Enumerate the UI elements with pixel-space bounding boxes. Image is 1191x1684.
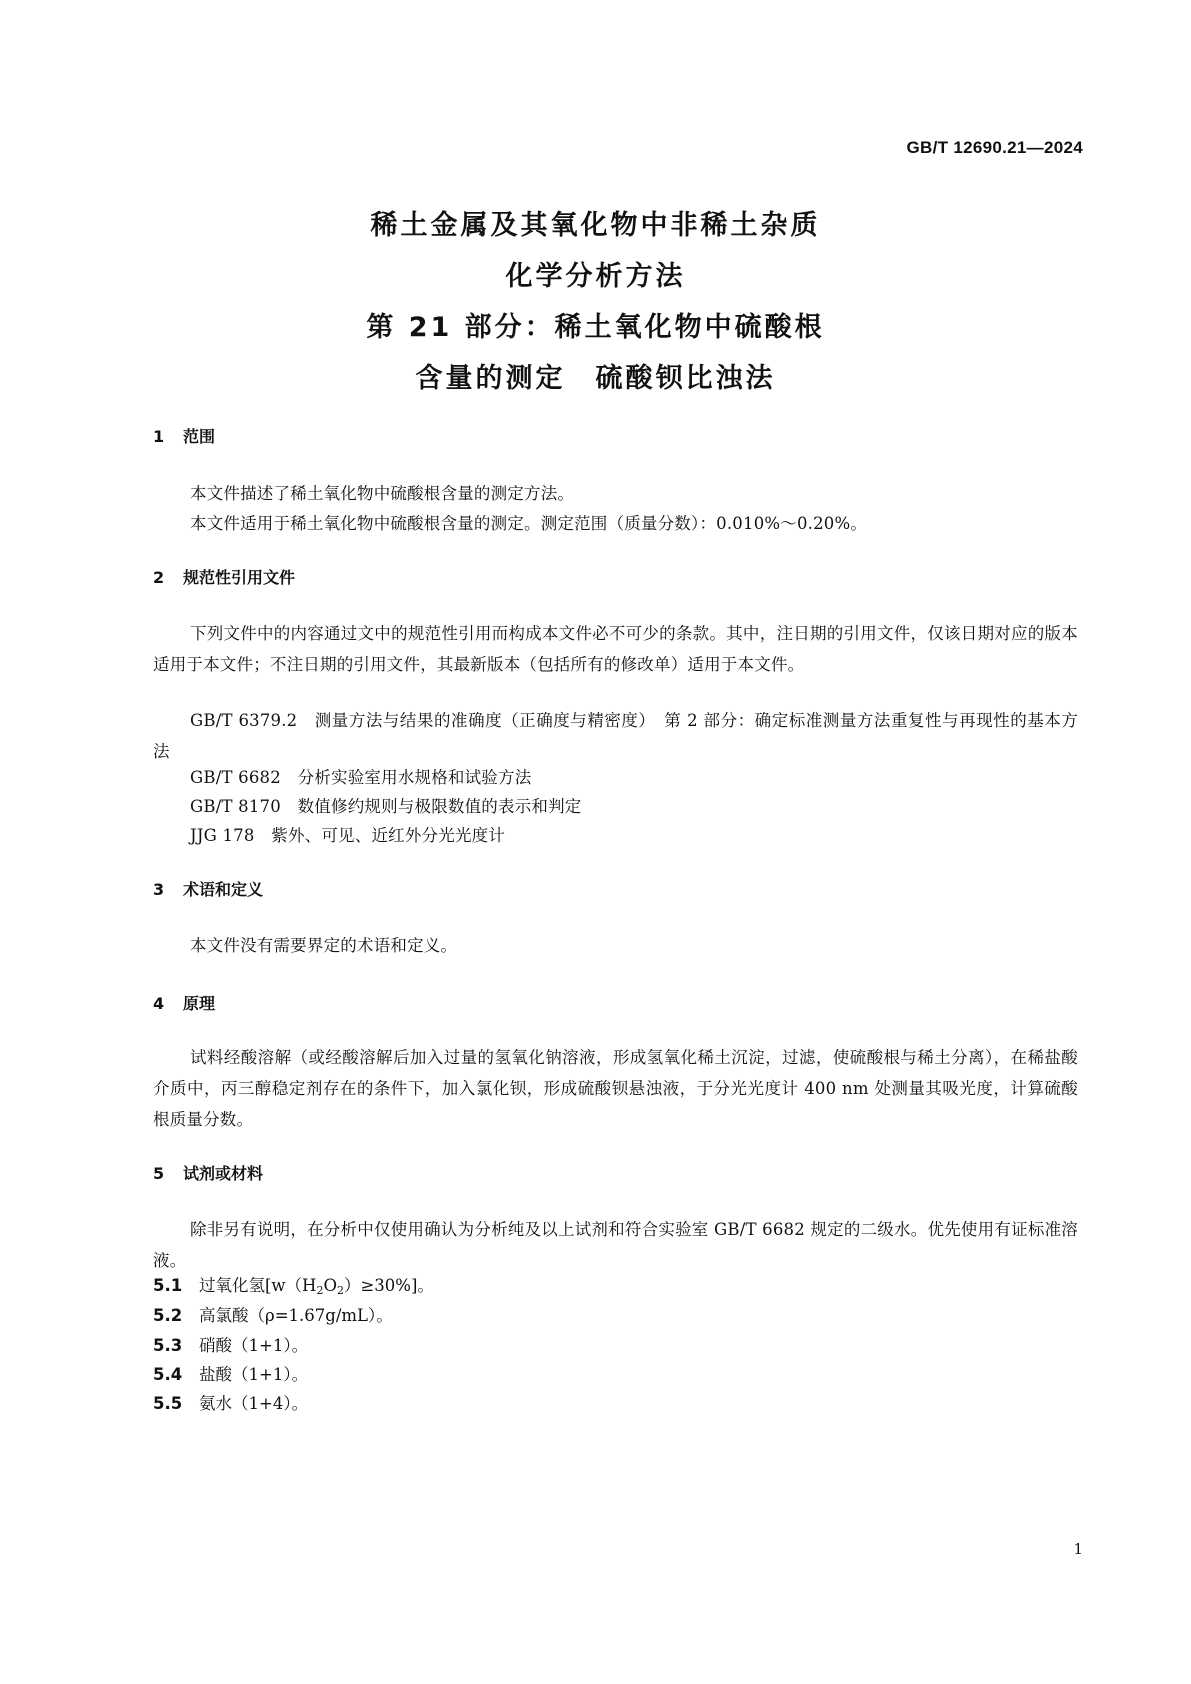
- reference-item: JJG 178 紫外、可见、近红外分光光度计: [190, 826, 506, 845]
- section-2-heading: [153, 565, 295, 588]
- item-number: 5.1: [153, 1276, 183, 1295]
- section-1-paragraph-1: 本文件描述了稀土氧化物中硫酸根含量的测定方法。: [190, 484, 575, 503]
- section-number: 5: [153, 1164, 165, 1183]
- page-number: 1: [1073, 1540, 1083, 1558]
- section-4-heading: [153, 991, 215, 1014]
- item-text: 高氯酸（ρ=1.67g/mL）。: [199, 1306, 393, 1325]
- reference-item: GB/T 6379.2 测量方法与结果的准确度（正确度与精密度） 第 2 部分：确定标准测量方法重复性与再现性的基本方法: [153, 711, 1078, 761]
- title-line-3: 第 21 部分：稀土氧化物中硫酸根: [366, 312, 825, 343]
- item-number: 5.2: [153, 1306, 183, 1325]
- section-title: 原理: [183, 994, 216, 1013]
- item-text: 盐酸（1+1）。: [199, 1365, 309, 1384]
- section-number: 3: [153, 880, 165, 899]
- section-4-paragraph-1: 试料经酸溶解（或经酸溶解后加入过量的氢氧化钠溶液，形成氢氧化稀土沉淀，过滤，使硫酸根与稀土分离），在稀盐酸介质中，丙三醇稳定剂存在的条件下，加入氯化钡，形成硫酸钡悬浊液，于分光光度计 400 nm 处测量其吸光度，计算硫酸根质量分数。: [153, 1048, 1078, 1129]
- reagent-item: [153, 1300, 393, 1331]
- section-3-heading: [153, 877, 263, 900]
- item-number: 5.4: [153, 1365, 183, 1384]
- title-line-1: 稀土金属及其氧化物中非稀土杂质: [370, 210, 821, 241]
- title-line-2: 化学分析方法: [505, 261, 686, 292]
- item-number: 5.5: [153, 1394, 183, 1413]
- item-number: 5.3: [153, 1336, 183, 1355]
- section-2-paragraph-1: 下列文件中的内容通过文中的规范性引用而构成本文件必不可少的条款。其中，注日期的引用文件，仅该日期对应的版本适用于本文件；不注日期的引用文件，其最新版本（包括所有的修改单）适用于本文件。: [153, 624, 1078, 674]
- section-title: 术语和定义: [183, 880, 264, 899]
- section-title: 范围: [183, 427, 216, 446]
- section-number: 1: [153, 427, 165, 446]
- reference-item: GB/T 8170 数值修约规则与极限数值的表示和判定: [190, 797, 582, 816]
- section-5-heading: [153, 1161, 263, 1184]
- section-title: 试剂或材料: [183, 1164, 264, 1183]
- section-1-heading: [153, 424, 215, 447]
- item-text: 硝酸（1+1）。: [199, 1336, 309, 1355]
- section-1-paragraph-2: 本文件适用于稀土氧化物中硫酸根含量的测定。测定范围（质量分数）：0.010%～0.20%。: [190, 514, 868, 533]
- section-number: 4: [153, 994, 165, 1013]
- item-text: 氨水（1+4）。: [199, 1394, 309, 1413]
- reagent-item: [153, 1330, 308, 1361]
- reagent-item: [153, 1388, 308, 1419]
- section-title: 规范性引用文件: [183, 568, 296, 587]
- document-title: [0, 200, 1191, 404]
- section-3-paragraph-1: 本文件没有需要界定的术语和定义。: [190, 936, 458, 955]
- standard-number: GB/T 12690.21—2024: [906, 138, 1083, 157]
- section-number: 2: [153, 568, 165, 587]
- item-text: 过氧化氢$[w(H_2O_2)\ge 30\%]$。: [199, 1276, 434, 1297]
- reference-item: GB/T 6682 分析实验室用水规格和试验方法: [190, 768, 532, 787]
- reagent-item: [153, 1359, 308, 1390]
- title-line-4: 含量的测定 硫酸钡比浊法: [415, 363, 776, 394]
- section-5-paragraph-1: 除非另有说明，在分析中仅使用确认为分析纯及以上试剂和符合实验室 GB/T 6682 规定的二级水。优先使用有证标准溶液。: [153, 1220, 1078, 1270]
